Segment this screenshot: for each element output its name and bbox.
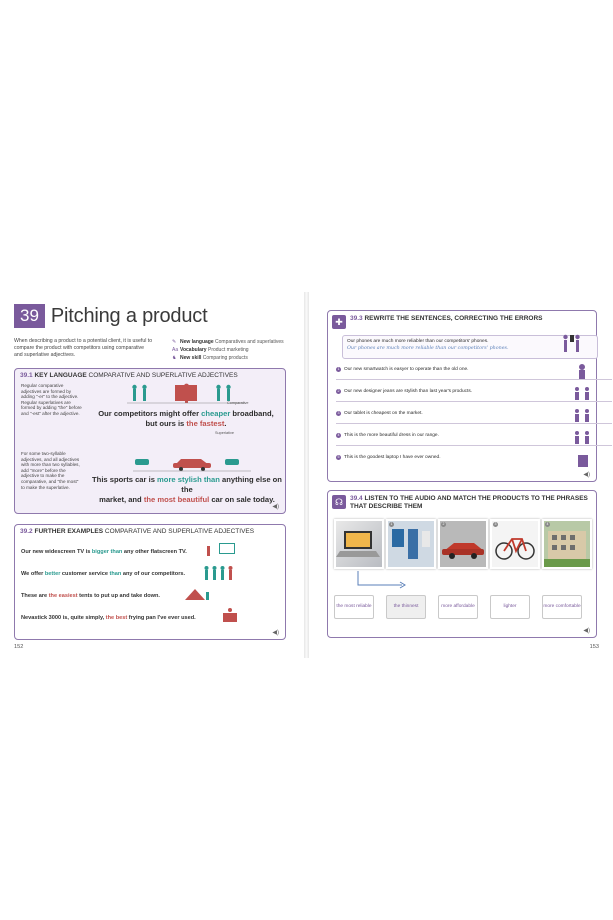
rewrite-item[interactable]: 2 Our new designer jeans are stylish than last year's products.	[336, 381, 612, 402]
rewrite-item[interactable]: 5 This is the goodest laptop I have ever owned.	[337, 454, 441, 460]
comparative-annotation: Comparative	[227, 401, 249, 405]
rewrite-item[interactable]: 3 Our tablet is cheapest on the market.	[336, 403, 612, 424]
sample-illustration	[562, 333, 586, 358]
audio-speaker-icon[interactable]: ◀)	[583, 628, 590, 634]
key-language-box	[14, 368, 286, 514]
example-sentence-3: These are the easiest tents to put up and take down.	[21, 593, 160, 599]
clothes-photo: 1	[386, 519, 436, 569]
vocabulary-icon: Aa	[172, 347, 179, 353]
rewrite-illustrations	[572, 361, 594, 473]
puzzle-icon: ✚	[332, 315, 346, 329]
example-sentence-4: Nevastick 3000 is, quite simply, the best frying pan I've ever used.	[21, 615, 196, 621]
rewrite-item[interactable]: 1 Our new smartwatch is easyer to operate than the old one.	[336, 359, 612, 380]
audio-speaker-icon[interactable]: ◀)	[272, 504, 279, 510]
laptop-photo	[334, 519, 384, 569]
chapter-meta: ✎ New language Comparatives and superlatives Aa Vocabulary Product marketing ♞ New skill Comparing products	[172, 339, 284, 361]
page-number-left: 152	[14, 644, 24, 650]
key-sentence-2: This sports car is more stylish than anything else on the market, and the most beautiful car on sale today.	[92, 475, 282, 504]
key-language-heading: 39.1 KEY LANGUAGE COMPARATIVE AND SUPERLATIVE ADJECTIVES	[20, 372, 238, 379]
rewrite-heading: 39.3 REWRITE THE SENTENCES, CORRECTING THE ERRORS	[350, 315, 543, 322]
right-page	[309, 292, 613, 658]
further-examples-box	[14, 524, 286, 640]
bicycle-photo: 3	[490, 519, 540, 569]
building-photo: 4	[542, 519, 592, 569]
example-sentence-2: We offer better customer service than any of our competitors.	[21, 571, 186, 577]
listening-heading: 39.4 LISTEN TO THE AUDIO AND MATCH THE PRODUCTS TO THE PHRASES THAT DESCRIBE THEM	[350, 495, 588, 510]
new-language-icon: ✎	[172, 339, 177, 345]
new-skill-icon: ♞	[172, 355, 177, 361]
regular-rule-note: Regular comparative adjectives are formed by adding "-er" to the adjective. Regular superlatives are formed by adding "the" before and "-est" after the adjective.	[21, 383, 82, 416]
long-adjective-note: For some two-syllable adjectives, and all adjectives with more than two syllables, add "more" before the adjective to make the comparative, and "the most" to make the superlative.	[21, 451, 80, 490]
chapter-header	[14, 304, 207, 328]
audio-speaker-icon[interactable]: ◀)	[583, 472, 590, 478]
chapter-title: Pitching a product	[50, 304, 208, 327]
phrase-chip[interactable]: the thinnest	[386, 595, 426, 619]
left-page	[0, 292, 304, 658]
example-sentence-1: Our new widescreen TV is bigger than any other flatscreen TV.	[21, 549, 187, 555]
sample-question: Our phones are much more reliabler than our competitors' phones.	[347, 339, 489, 344]
headphones-icon: ☊	[332, 495, 346, 509]
sports-car-photo: 2	[438, 519, 488, 569]
service-staff-illustration	[203, 565, 237, 586]
listening-exercise-box	[327, 490, 597, 638]
further-examples-heading: 39.2 FURTHER EXAMPLES COMPARATIVE AND SUPERLATIVE ADJECTIVES	[20, 528, 255, 535]
intro-text: When describing a product to a potential client, it is useful to compare the product with competitors using comparative and superlative adjectives.	[14, 338, 153, 358]
match-arrow	[356, 569, 416, 597]
phrase-chip[interactable]: more affordable	[438, 595, 478, 619]
audio-speaker-icon[interactable]: ◀)	[272, 630, 279, 636]
chapter-number: 39	[14, 304, 45, 328]
book-spread	[0, 292, 613, 658]
superlative-annotation: Superlative	[215, 431, 234, 435]
rewrite-item[interactable]: 4 This is the more beautiful dress in our range.	[336, 425, 612, 446]
phrase-chip[interactable]: the most reliable	[334, 595, 374, 619]
rewrite-sample	[342, 335, 598, 359]
key-sentence-1: Our competitors might offer cheaper broadband, but ours is the fastest.	[98, 409, 274, 428]
sports-car-illustration	[133, 451, 253, 473]
phrase-chip[interactable]: lighter	[490, 595, 530, 619]
tent-illustration	[183, 587, 211, 606]
phrase-chip[interactable]: more comfortable	[542, 595, 582, 619]
frying-pan-illustration	[221, 607, 241, 628]
tv-illustration	[205, 543, 235, 557]
rewrite-exercise-box	[327, 310, 597, 482]
page-number-right: 153	[589, 644, 599, 650]
sample-answer: Our phones are much more reliable than our competitors' phones.	[347, 346, 509, 351]
